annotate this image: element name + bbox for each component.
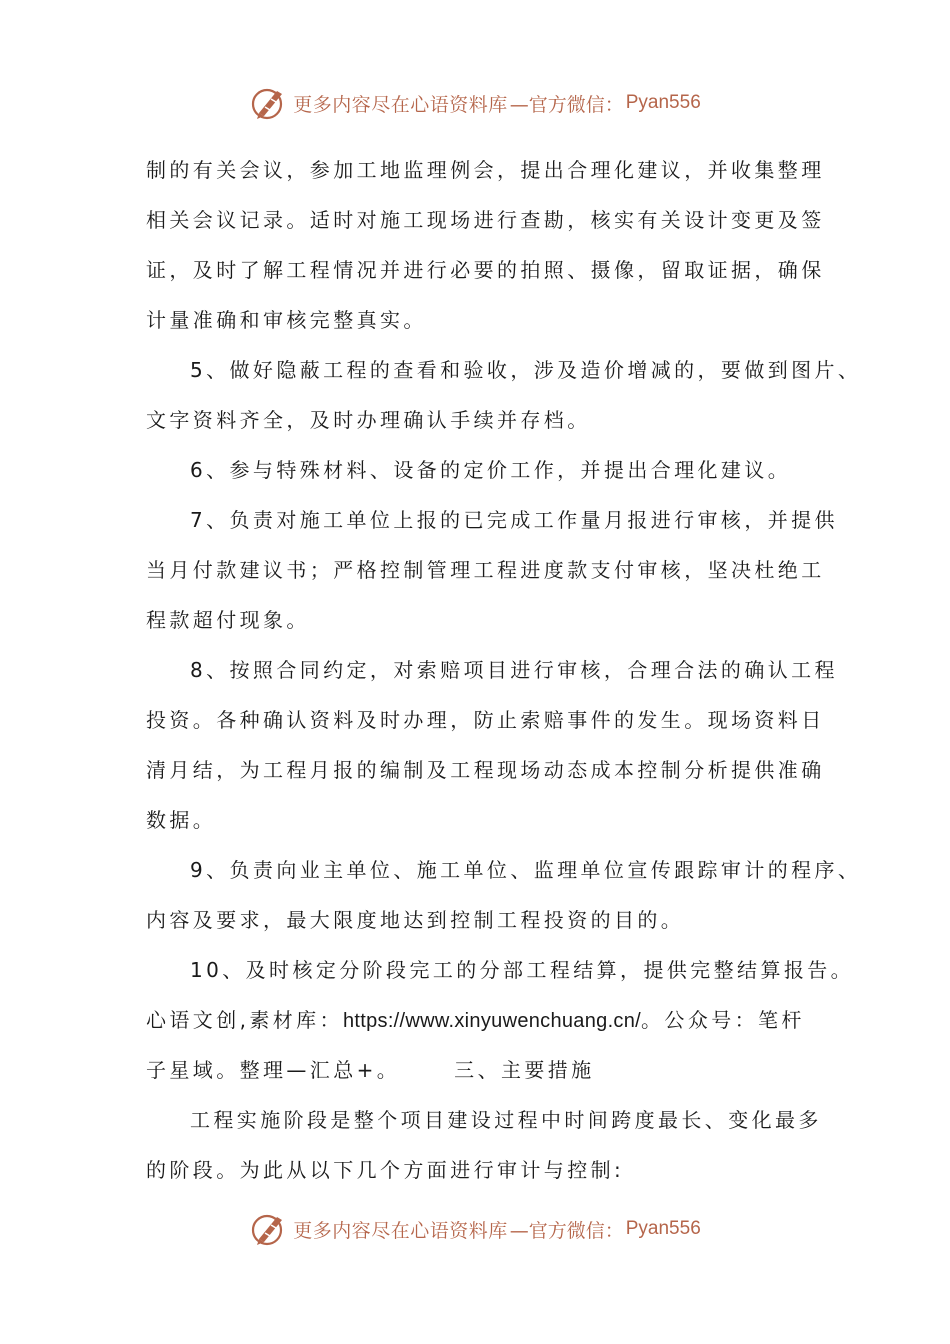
banner-wechat-id: Pyan556 [625, 1218, 701, 1239]
text-line: 10、及时核定分阶段完工的分部工程结算，提供完整结算报告。 [190, 958, 855, 982]
source-line-2 [146, 1045, 814, 1095]
banner-separator-text: —官方微信： [509, 93, 624, 116]
text-line: 计量准确和审核完整真实。 [146, 308, 427, 332]
section-heading: 三、主要措施 [454, 1058, 595, 1082]
banner-main-text: 更多内容尽在心语资料库 [293, 1219, 508, 1242]
text-line: 数据。 [146, 808, 217, 832]
text-line: 文字资料齐全，及时办理确认手续并存档。 [146, 408, 591, 432]
header-banner [0, 81, 950, 125]
banner-main-text: 更多内容尽在心语资料库 [293, 93, 508, 116]
text-line: 的阶段。为此从以下几个方面进行审计与控制: [146, 1158, 625, 1182]
pen-logo-icon [249, 1209, 289, 1249]
source-url-link[interactable]: https://www.xinyuwenchuang.cn/ [342, 1010, 642, 1032]
text-line: 投资。各种确认资料及时办理，防止索赔事件的发生。现场资料日 [146, 708, 825, 732]
text-line: 7、负责对施工单位上报的已完成工作量月报进行审核，并提供 [190, 508, 838, 532]
text-line: 程款超付现象。 [146, 608, 310, 632]
pen-logo-icon [249, 83, 289, 123]
source-prefix: 心语文创,素材库： [146, 1008, 343, 1032]
text-line: 6、参与特殊材料、设备的定价工作，并提出合理化建议。 [190, 458, 792, 482]
text-line: 8、按照合同约定，对索赔项目进行审核，合理合法的确认工程 [190, 658, 838, 682]
text-line: 5、做好隐蔽工程的查看和验收，涉及造价增减的，要做到图片、 [190, 358, 862, 382]
text-line: 当月付款建议书；严格控制管理工程进度款支付审核，坚决杜绝工 [146, 558, 825, 582]
text-line: 证，及时了解工程情况并进行必要的拍照、摄像，留取证据，确保 [146, 258, 825, 282]
text-line: 相关会议记录。适时对施工现场进行查勘，核实有关设计变更及签 [146, 208, 825, 232]
text-line: 9、负责向业主单位、施工单位、监理单位宣传跟踪审计的程序、 [190, 858, 862, 882]
banner-wechat-id: Pyan556 [625, 92, 701, 113]
text-line: 制的有关会议，参加工地监理例会，提出合理化建议，并收集整理 [146, 158, 825, 182]
text-line: 清月结，为工程月报的编制及工程现场动态成本控制分析提供准确 [146, 758, 825, 782]
source-suffix: 。公众号：笔杆 [641, 1008, 805, 1032]
banner-separator-text: —官方微信： [509, 1219, 624, 1242]
text-line: 内容及要求，最大限度地达到控制工程投资的目的。 [146, 908, 685, 932]
footer-banner [0, 1207, 950, 1251]
source-line-2-text: 子星域。整理—汇总+。 [146, 1058, 401, 1082]
text-line: 工程实施阶段是整个项目建设过程中时间跨度最长、变化最多 [190, 1108, 822, 1132]
source-line [146, 995, 814, 1045]
document-body [146, 145, 862, 1195]
